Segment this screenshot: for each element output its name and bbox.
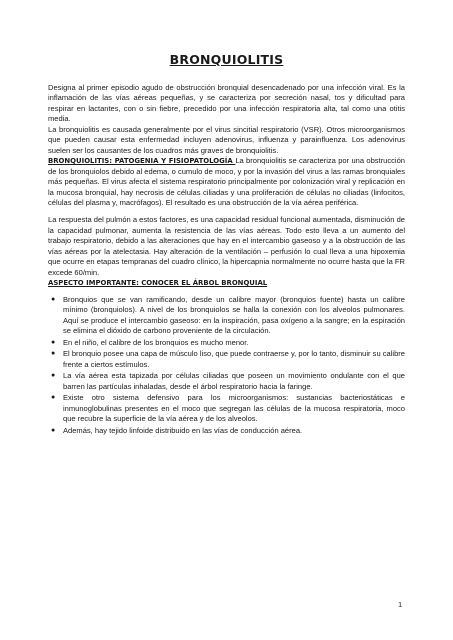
list-item-text: La vía aérea esta tapizada por células ciliadas que poseen un movimiento ondulante con el que barren las partículas inhaladas, desde el árbol respiratorio hacia la faringe.	[63, 371, 405, 391]
bullet-icon: ●	[51, 350, 56, 358]
list-item	[48, 426, 405, 436]
bullet-icon: ●	[51, 338, 56, 346]
paragraph-causes: La bronquiolitis es causada generalmente por el virus sincitial respiratorio (VSR). Otros microorganismos que pueden causar esta enfermedad incluyen adenovirus, influenza y parainfluenza. Los adenovirus suelen ser los causantes de los cuadros más graves de bronquiolitis.	[48, 124, 405, 155]
list-item	[48, 371, 405, 392]
section-heading-bronchial-tree: ASPECTO IMPORTANTE: CONOCER EL ÁRBOL BRONQUIAL	[48, 279, 268, 288]
list-item	[48, 349, 405, 370]
list-item-text: Bronquios que se van ramificando, desde un calibre mayor (bronquios fuente) hasta un calibre mínimo (bronquiolos). A nivel de los bronquiolos se halla la conexión con los alveolos pulmonares. Aquí se produce el intercambio gaseoso: en la inspiración, pasa oxígeno a la sangre; en la espiración se elimina el dióxido de carbono proveniente de la circulación.	[63, 294, 405, 335]
pathogenesis-text: La bronquiolitis se caracteriza por una obstrucción de los bronquiolos debido al edema, o cumulo de moco, y por la invasión del virus a las ramas bronquiales más pequeñas. El virus afecta el sistema respiratorio principalmente por colonización viral y replicación en la mucosa bronquial, hay necrosis de células ciliadas y una proliferación de células no ciliadas (linfocitos, células del plasma y, macrófagos). El resultado es una obstrucción de la vía aérea periférica.	[48, 156, 405, 207]
section-heading-pathogenesis: BRONQUIOLITIS: PATOGENIA Y FISIOPATOLOGÍA	[48, 157, 236, 166]
bullet-list	[48, 295, 405, 437]
bullet-icon: ●	[51, 394, 56, 402]
document-body	[48, 83, 405, 438]
paragraph-pathogenesis	[48, 156, 405, 208]
list-item	[48, 338, 405, 348]
list-item-text: Existe otro sistema defensivo para los microorganismos: sustancias bacteriostáticas e inmunoglobulinas presentes en el moco que segregan las células de la mucosa respiratoria, moco que recubre la superficie de la vía aérea y de los alveolos.	[63, 393, 405, 424]
page-number: 1	[398, 600, 403, 609]
paragraph-definition: Designa al primer episodio agudo de obstrucción bronquial desencadenado por una infección viral. Es la inflamación de las vías aéreas pequeñas, y se caracteriza por secreción nasal, tos y dificultad para respirar en lactantes, con o sin fiebre, precedido por una infección respiratoria alta, tal como una otitis media.	[48, 83, 405, 124]
bullet-icon: ●	[51, 426, 56, 434]
document-title: BRONQUIOLITIS	[169, 52, 284, 67]
bullet-icon: ●	[51, 372, 56, 380]
list-item-text: En el niño, el calibre de los bronquios es mucho menor.	[63, 337, 249, 347]
bullet-icon: ●	[51, 295, 56, 303]
paragraph-bronchial-tree-heading	[48, 278, 405, 288]
list-item-text: Además, hay tejido linfoide distribuido en las vías de conducción aérea.	[63, 425, 303, 435]
list-item-text: El bronquio posee una capa de músculo liso, que puede contraerse y, por lo tanto, disminuir su calibre frente a ciertos estímulos.	[63, 349, 405, 369]
list-item	[48, 295, 405, 337]
paragraph-lung-response: La respuesta del pulmón a estos factores, es una capacidad residual funcional aumentada, disminución de la capacidad pulmonar, aumenta la resistencia de las vías aéreas. Todo esto lleva a un aumento del trabajo respiratorio, debido a las alteraciones que hay en el intercambio gaseoso y a la obstrucción de las vías aéreas por la atelectasia. Hay alteración de la ventilación – perfusión lo cual lleva a una hipoxemia que ocurre en etapas tempranas del cuadro clínico, la hipercapnia normalmente no ocurre hasta que la FR excede 60/min.	[48, 215, 405, 277]
list-item	[48, 393, 405, 424]
